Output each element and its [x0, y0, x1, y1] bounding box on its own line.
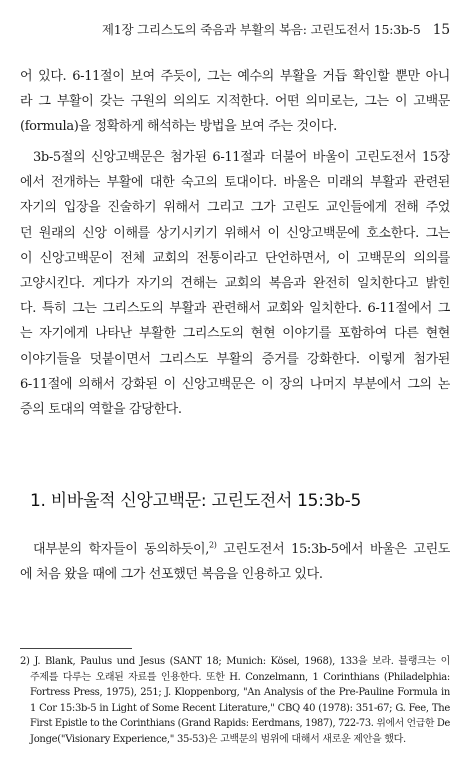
footnote-line: 1 Cor 15:3b-5 in Light of Some Recent Literature," CBQ 40 (1978): 351-67; G. Fee, The	[30, 702, 450, 714]
footnote-ref[interactable]: 2)	[209, 540, 217, 550]
text-segment: 고린도전서 15:3b-5에서 바울은 고린도	[216, 542, 450, 557]
text-line: 에 처음 왔을 때에 그가 선포했던 복음을 인용하고 있다.	[20, 567, 323, 583]
text-line: 에서 전개하는 부활에 대한 숙고의 토대이다. 바울은 미래의 부활과 관련된	[20, 175, 450, 191]
text-segment: 대부분의 학자들이 동의하듯이,	[33, 542, 210, 557]
text-line: (formula)을 정확하게 해석하는 방법을 보여 주는 것이다.	[20, 119, 337, 135]
text-line: 증의 토대의 역할을 감당한다.	[20, 402, 182, 418]
text-line: 고양시킨다. 게다가 자기의 견해는 교회의 복음과 완전히 일치한다고 밝힌	[20, 276, 450, 292]
paragraph-3	[20, 537, 450, 587]
paragraph-2	[20, 145, 450, 422]
text-line: 자기의 입장을 진술하기 위해서 그리고 그가 고린도 교인들에게 전해 주었	[20, 200, 450, 216]
footnote-line: 주제를 다루는 오래된 자료를 인용한다. 또한 H. Conzelmann, 1 Corinthians (Philadelphia:	[30, 671, 450, 683]
footnote-line: 2) J. Blank, Paulus und Jesus (SANT 18; Munich: Kösel, 1968), 133을 보라. 블랭크는 이	[20, 656, 450, 667]
text-line: 6-11절에 의해서 강화된 이 신앙고백문은 이 장의 나머지 부분에서 그의 논	[20, 376, 450, 392]
text-line: 던 원래의 신앙 이해를 상기시키기 위해서 이 신앙고백문에 호소한다. 그는	[20, 225, 450, 241]
footnote-line: Jonge("Visionary Experience," 35-53)은 고백문의 범위에 대해서 새로운 제안을 했다.	[30, 733, 406, 745]
text-line: 3b-5절의 신앙고백문은 첨가된 6-11절과 더불어 바울이 고린도전서 15장	[33, 150, 450, 165]
footnote-divider	[20, 648, 132, 649]
text-line: 라 그 부활이 갖는 구원의 의의도 지적한다. 어떤 의미로는, 그는 이 고백문	[20, 94, 450, 110]
text-line	[20, 537, 450, 562]
section-heading: 1. 비바울적 신앙고백문: 고린도전서 15:3b-5	[30, 491, 361, 511]
footnote-line: Fortress Press, 1975), 251; J. Kloppenborg, "An Analysis of the Pre-Pauline Formula in	[30, 687, 450, 699]
text-line: 이야기들을 덧붙이면서 그리스도 부활의 증거를 강화한다. 이렇게 첨가된	[20, 351, 450, 367]
paragraph-1	[20, 64, 450, 140]
text-line: 는 자기에게 나타난 부활한 그리스도의 현현 이야기를 포함하여 다른 현현	[20, 326, 450, 342]
footnote	[20, 654, 450, 748]
text-line: 어 있다. 6-11절이 보여 주듯이, 그는 예수의 부활을 거듭 확인할 뿐만 아니	[20, 69, 450, 84]
running-header	[22, 20, 450, 38]
text-line: 다. 특히 그는 그리스도의 부활과 관련해서 교회와 일치한다. 6-11절에서 그	[20, 301, 450, 317]
chapter-title: 제1장 그리스도의 죽음과 부활의 복음: 고린도전서 15:3b-5	[101, 22, 421, 37]
page-number: 15	[432, 22, 450, 38]
text-line: 이 신앙고백문이 전체 교회의 전통이라고 단언하면서, 이 고백문의 의의를	[20, 250, 450, 266]
footnote-line: First Epistle to the Corinthians (Grand Rapids: Eerdmans, 1987), 722-73. 위에서 언급한 De	[30, 718, 450, 730]
